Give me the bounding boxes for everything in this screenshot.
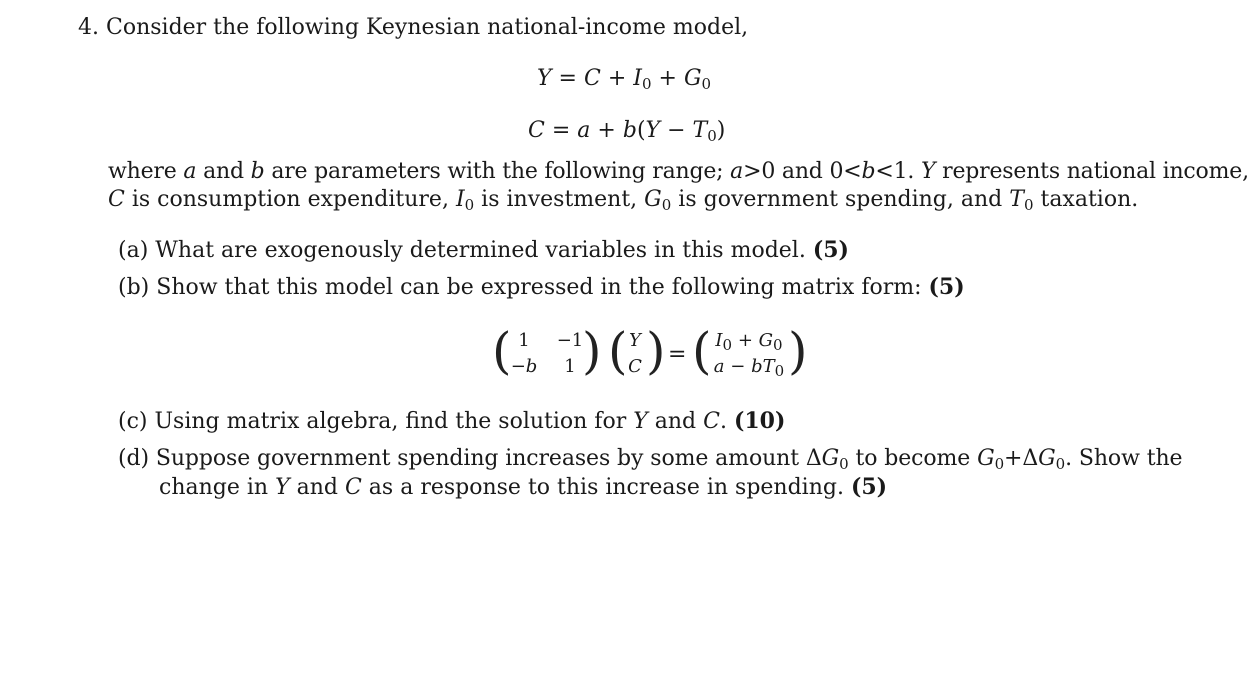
desc2-text-4: taxation. (1033, 187, 1139, 212)
eq2-t-sub: 0 (707, 127, 717, 145)
part-d-var-g1: G (821, 446, 840, 471)
eq1-g-sub: 0 (701, 75, 712, 93)
rhs-g-sub: 0 (773, 336, 783, 354)
question-number: 4. (78, 15, 99, 40)
eq1-plus1: + (607, 66, 627, 91)
desc1-var-a2: a (730, 159, 744, 184)
rhs-b: b (751, 356, 763, 377)
desc1-var-b: b (250, 159, 265, 184)
matrix-a-left-paren: ( (492, 322, 512, 380)
part-d-line-2 (159, 473, 887, 502)
vector-rhs-row-2 (708, 356, 790, 382)
vector-x-y: Y (629, 330, 641, 351)
question-intro: Consider the following Keynesian national-income model, (106, 15, 749, 40)
part-c-var-y: Y (633, 409, 648, 434)
part-d2-text-2: and (289, 475, 345, 500)
part-c-text-2: and (647, 409, 704, 434)
matrix-a-right-paren: ) (582, 322, 602, 380)
eq2-close-paren: ) (716, 118, 726, 143)
desc2-text-2: is investment, (474, 187, 645, 212)
part-a-marks: (5) (812, 237, 849, 263)
vector-rhs-right-paren: ) (788, 322, 808, 380)
desc2-g-sub: 0 (661, 196, 672, 214)
rhs-i-sub: 0 (722, 336, 733, 354)
eq2-equals: = (551, 118, 571, 143)
eq2-y: Y (645, 118, 661, 143)
desc1-text-4: >0 and 0< (743, 159, 862, 184)
desc2-text-3: is government spending, and (671, 187, 1010, 212)
vector-x-c: C (628, 356, 642, 377)
desc1-text-5: <1. (875, 159, 922, 184)
eq2-b: b (622, 118, 637, 143)
part-d2-var-c: C (344, 475, 362, 500)
part-b-text: Show that this model can be expressed in the following matrix form: (156, 275, 929, 300)
part-d-var-g2: G (977, 446, 995, 471)
vector-rhs-row-1 (708, 330, 790, 356)
desc2-var-c: C (108, 187, 125, 212)
matrix-equation (0, 320, 1170, 390)
desc1-text-2: and (196, 159, 251, 184)
eq2-lhs: C (528, 118, 545, 143)
matrix-a-12: −1 (556, 330, 584, 351)
desc2-text-1: is consumption expenditure, (124, 187, 456, 212)
matrix-a-21: −b (510, 356, 538, 377)
part-a-label: (a) (118, 238, 149, 263)
eq1-plus2: + (658, 66, 677, 91)
eq1-i: I (633, 66, 642, 91)
part-d-g2-sub: 0 (994, 455, 1005, 473)
part-d2-text-1: change in (159, 475, 276, 500)
eq1-g: G (683, 66, 702, 91)
equation-consumption (528, 118, 725, 145)
vector-x-left-paren: ( (608, 322, 628, 380)
eq2-a: a (577, 118, 591, 143)
eq2-open-paren: ( (636, 118, 646, 143)
part-c-text-3: . (719, 409, 734, 434)
desc1-text-6: represents national income, (935, 159, 1249, 184)
part-d-text-1: Suppose government spending increases by some amount Δ (155, 446, 822, 471)
part-b (118, 273, 965, 302)
eq1-equals: = (558, 66, 577, 91)
rhs-t: T (762, 356, 775, 377)
part-a (118, 236, 849, 265)
desc1-text-1: where (108, 159, 184, 184)
part-d-g1-sub: 0 (839, 455, 849, 473)
part-b-marks: (5) (928, 274, 965, 300)
eq2-t: T (692, 118, 708, 143)
rhs-a: a (713, 356, 725, 377)
matrix-a-11: 1 (518, 330, 530, 351)
part-d-text-3: +Δ (1004, 446, 1039, 471)
part-d-text-2: to become (848, 446, 978, 471)
part-d-var-g3: G (1038, 446, 1056, 471)
desc2-var-i: I (455, 187, 465, 212)
rhs-plus: + (737, 330, 753, 351)
desc1-var-y: Y (921, 159, 936, 184)
part-b-label: (b) (118, 275, 150, 300)
description-line-2 (108, 186, 1138, 219)
part-c-text-1: Using matrix algebra, find the solution for (154, 409, 634, 434)
part-c-var-c: C (703, 409, 720, 434)
matrix-equals: = (668, 342, 687, 367)
eq2-minus: − (667, 118, 686, 143)
question-header (78, 14, 748, 42)
desc2-t-sub: 0 (1023, 196, 1034, 214)
rhs-minus: − (730, 356, 746, 377)
part-c-label: (c) (118, 409, 148, 434)
eq1-c: C (583, 66, 601, 91)
part-a-text: What are exogenously determined variables in this model. (155, 238, 813, 263)
part-d2-var-y: Y (275, 475, 290, 500)
part-d-marks: (5) (850, 474, 888, 500)
eq2-plus: + (597, 118, 616, 143)
part-d-g3-sub: 0 (1055, 455, 1066, 473)
rhs-t-sub: 0 (774, 362, 785, 380)
desc1-var-a: a (183, 159, 197, 184)
part-c-marks: (10) (733, 408, 786, 434)
part-c (118, 407, 785, 436)
desc2-i-sub: 0 (464, 196, 475, 214)
desc2-var-g: G (644, 187, 662, 212)
part-d-text-4: . Show the (1065, 446, 1183, 471)
part-d2-text-3: as a response to this increase in spending. (361, 475, 851, 500)
vector-rhs-left-paren: ( (692, 322, 712, 380)
rhs-i: I (715, 330, 723, 351)
desc2-var-t: T (1009, 187, 1024, 212)
eq1-i-sub: 0 (641, 75, 652, 93)
part-d-label: (d) (118, 446, 149, 471)
equation-income (537, 66, 711, 93)
desc1-var-b2: b (861, 159, 876, 184)
vector-x-right-paren: ) (646, 322, 666, 380)
eq1-lhs: Y (537, 66, 552, 91)
desc1-text-3: are parameters with the following range; (264, 159, 731, 184)
rhs-g: G (758, 330, 774, 351)
matrix-a-22: 1 (564, 356, 576, 377)
description-line-1 (108, 158, 1249, 186)
